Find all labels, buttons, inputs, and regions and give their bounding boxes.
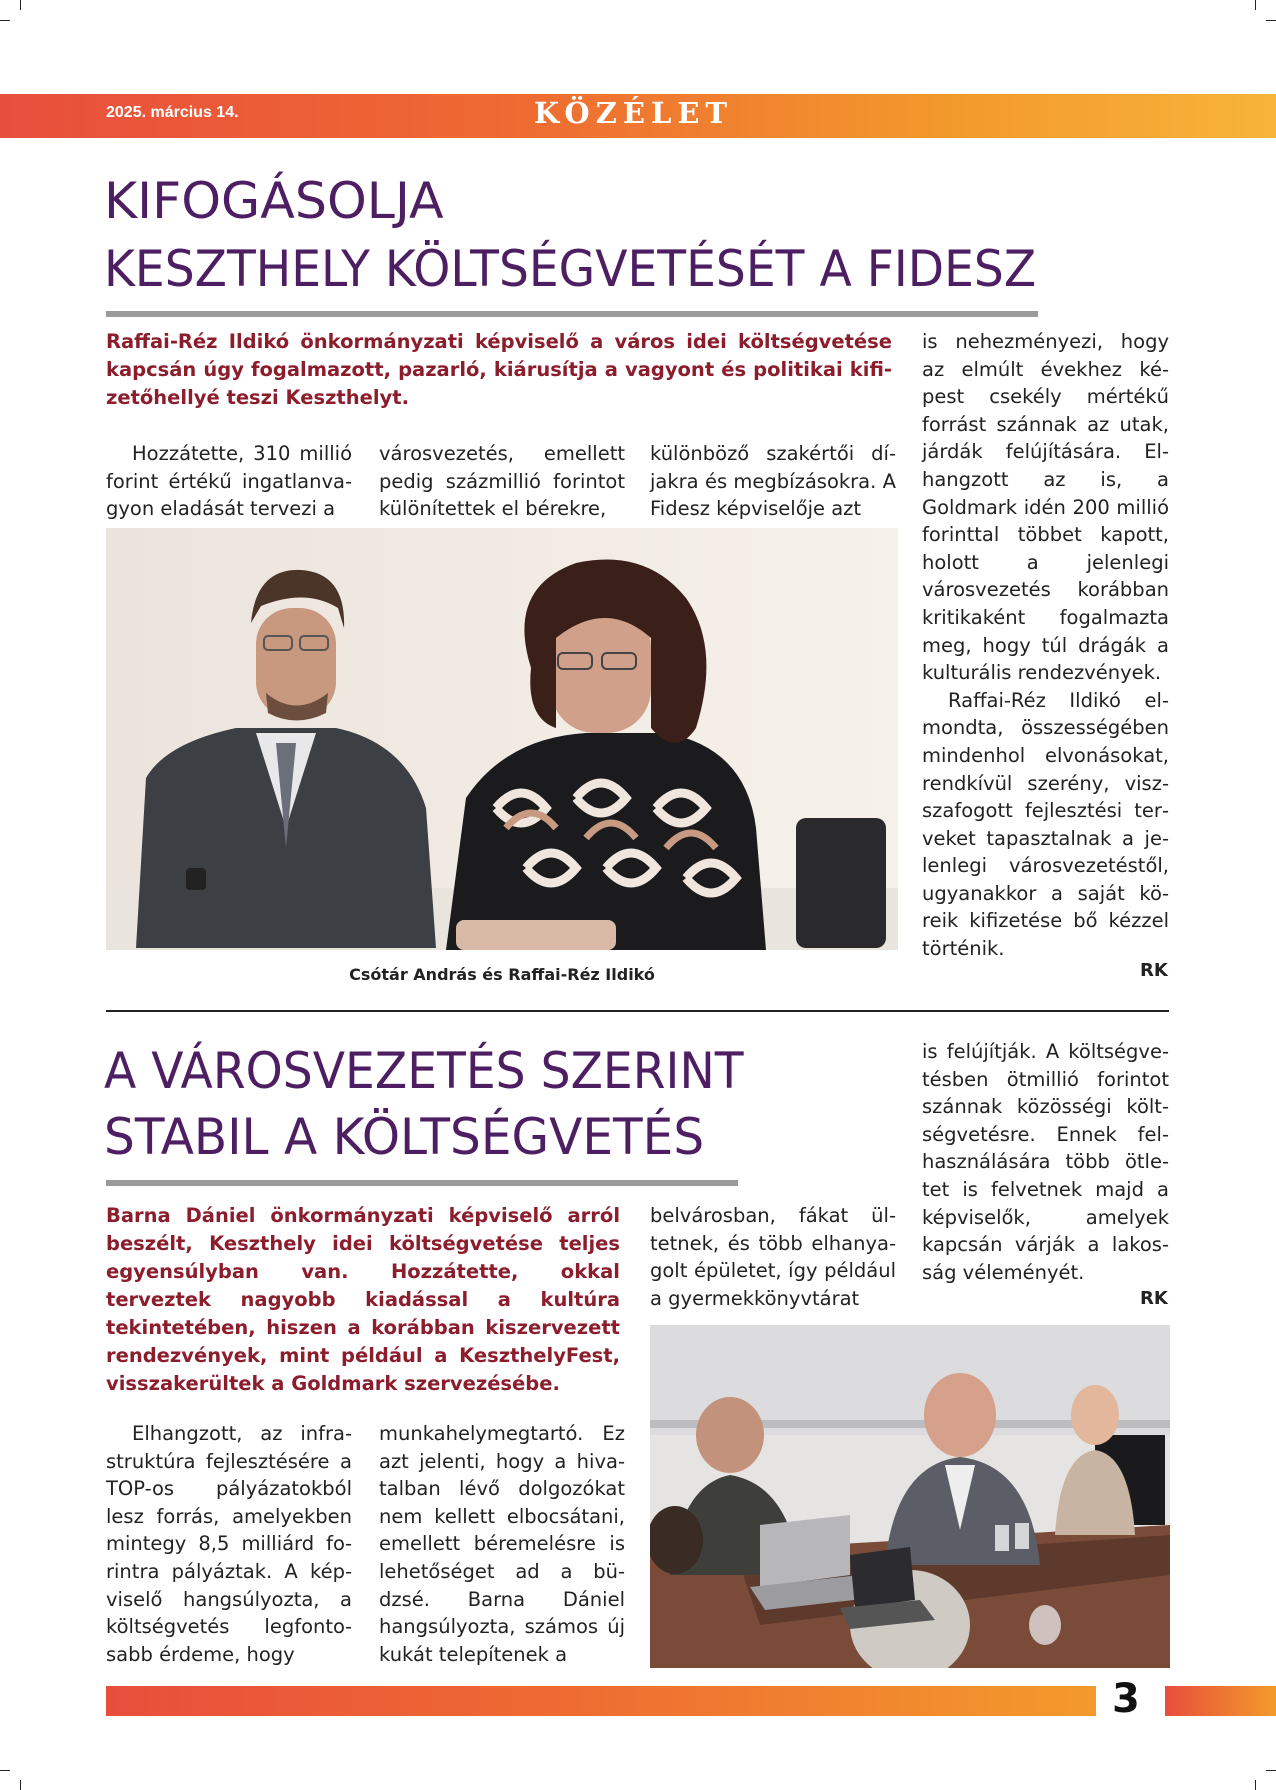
article2-title-line1: A VÁROSVEZETÉS SZERINT [104,1042,744,1100]
footer-band-left [106,1686,1096,1716]
article2-col3-text: belvárosban, fákat ültetnek, és több elhanyagolt épületet, így például a gyermekkönyvtárat [650,1204,896,1310]
article2-title-rule [106,1180,738,1186]
article1-photo [106,528,898,950]
crop-mark-bl-h [0,1770,10,1771]
article1-column-1 [106,440,352,523]
article2-col4-text: is felújítják. A költségvetésben ötmillió forintot szánnak közösségi költségvetésre. Ennek felhasználására több ötletet is felvetnek majd a képviselők, amelyek kapcsán várják a lakosság véleményét. [922,1040,1169,1284]
article1-column-3 [650,440,896,523]
article2-photo [650,1325,1170,1668]
article2-lead: Barna Dániel önkormányzati képviselő arról beszélt, Keszthely idei költségvetése teljes egyensúlyban van. Hozzátette, okkal terveztek nagyobb kiadással a kultúra tekintetében, hiszen a korábban kiszervezett rendezvények, mint például a KeszthelyFest, visszakerültek a Goldmark szervezésébe. [106,1204,620,1395]
article1-lead: Raffai-Réz Ildikó önkormányzati képviselő a város idei költségvetése kapcsán úgy fogalmazott, pazarló, kiárusítja a vagyont és politikai kifizetőhellyé teszi Keszthelyt. [106,330,892,409]
page-number: 3 [1112,1676,1140,1722]
article2-col2-text: munkahelymegtartó. Ez azt jelenti, hogy a hivatalban lévő dolgozókat nem kellett elbocsátani, emellett béremelésre is lehetőséget ad a büdzsé. Barna Dániel hangsúlyozta, számos új kukát telepítenek a [379,1422,625,1666]
crop-mark-br-h [1266,1770,1276,1771]
article-divider [106,1010,1169,1012]
article1-photo-caption: Csótár András és Raffai-Réz Ildikó [349,965,655,984]
article2-column-4 [922,1038,1169,1286]
article1-column-4 [922,328,1169,963]
council-photo-illustration [650,1325,1170,1668]
article1-title-rule [106,311,1038,317]
article1-title-line1: KIFOGÁSOLJA [104,172,444,230]
article1-column-2 [379,440,625,523]
crop-mark-tl-v [20,0,21,10]
article1-col4-text-2: Raffai-Réz Ildikó elmondta, összességében mindenhol elvonásokat, rendkívül szerény, viszszafogott fejlesztési terveket tapasztalnak a jelenlegi városvezetéstől, ugyanakkor a saját köreik kifizetése bő kézzel történik. [922,688,1169,961]
article1-col1-text: Hozzátette, 310 millió forint értékű ingatlanvagyon eladását tervezi a [106,442,352,521]
article1-col4-text-1: is nehezményezi, hogy az elmúlt évekhez képest csekély mértékű forrást szánnak az utak, járdák felújítására. Elhangzott az is, a Goldmark idén 200 millió forinttal többet kapott, holott a jelenlegi városvezetés korábban kritikaként fogalmazta meg, hogy túl drágák a kulturális rendezvények. [922,330,1169,685]
crop-mark-tr-v [1255,0,1256,10]
article1-title-line2: KESZTHELY KÖLTSÉGVETÉSÉT A FIDESZ [104,240,1037,298]
article2-col1-text: Elhangzott, az infrastruktúra fejlesztésére a TOP-os pályázatokból lesz forrás, amelyekben mintegy 8,5 milliárd forintra pályáztak. A képviselő hangsúlyozta, a költségvetés legfontosabb érdeme, hogy [106,1422,352,1666]
footer-band-right [1165,1686,1276,1716]
crop-mark-bl-v [20,1780,21,1790]
article1-col2-text: városvezetés, emellett pedig százmillió forintot különítettek el bérekre, [379,442,625,521]
article2-column-2 [379,1420,625,1668]
article1-col3-text: különböző szakértői díjakra és megbízásokra. A Fidesz képviselője azt [650,442,896,521]
crop-mark-tl-h [0,20,10,21]
article2-column-1 [106,1420,352,1668]
section-title: KÖZÉLET [534,96,734,130]
meeting-photo-illustration [106,528,898,950]
article2-title-line2: STABIL A KÖLTSÉGVETÉS [104,1108,705,1166]
article2-signature: RK [1140,1288,1168,1309]
issue-date: 2025. március 14. [106,104,239,121]
crop-mark-tr-h [1266,20,1276,21]
article1-signature: RK [1140,960,1168,981]
article2-column-3 [650,1202,896,1312]
crop-mark-br-v [1255,1780,1256,1790]
